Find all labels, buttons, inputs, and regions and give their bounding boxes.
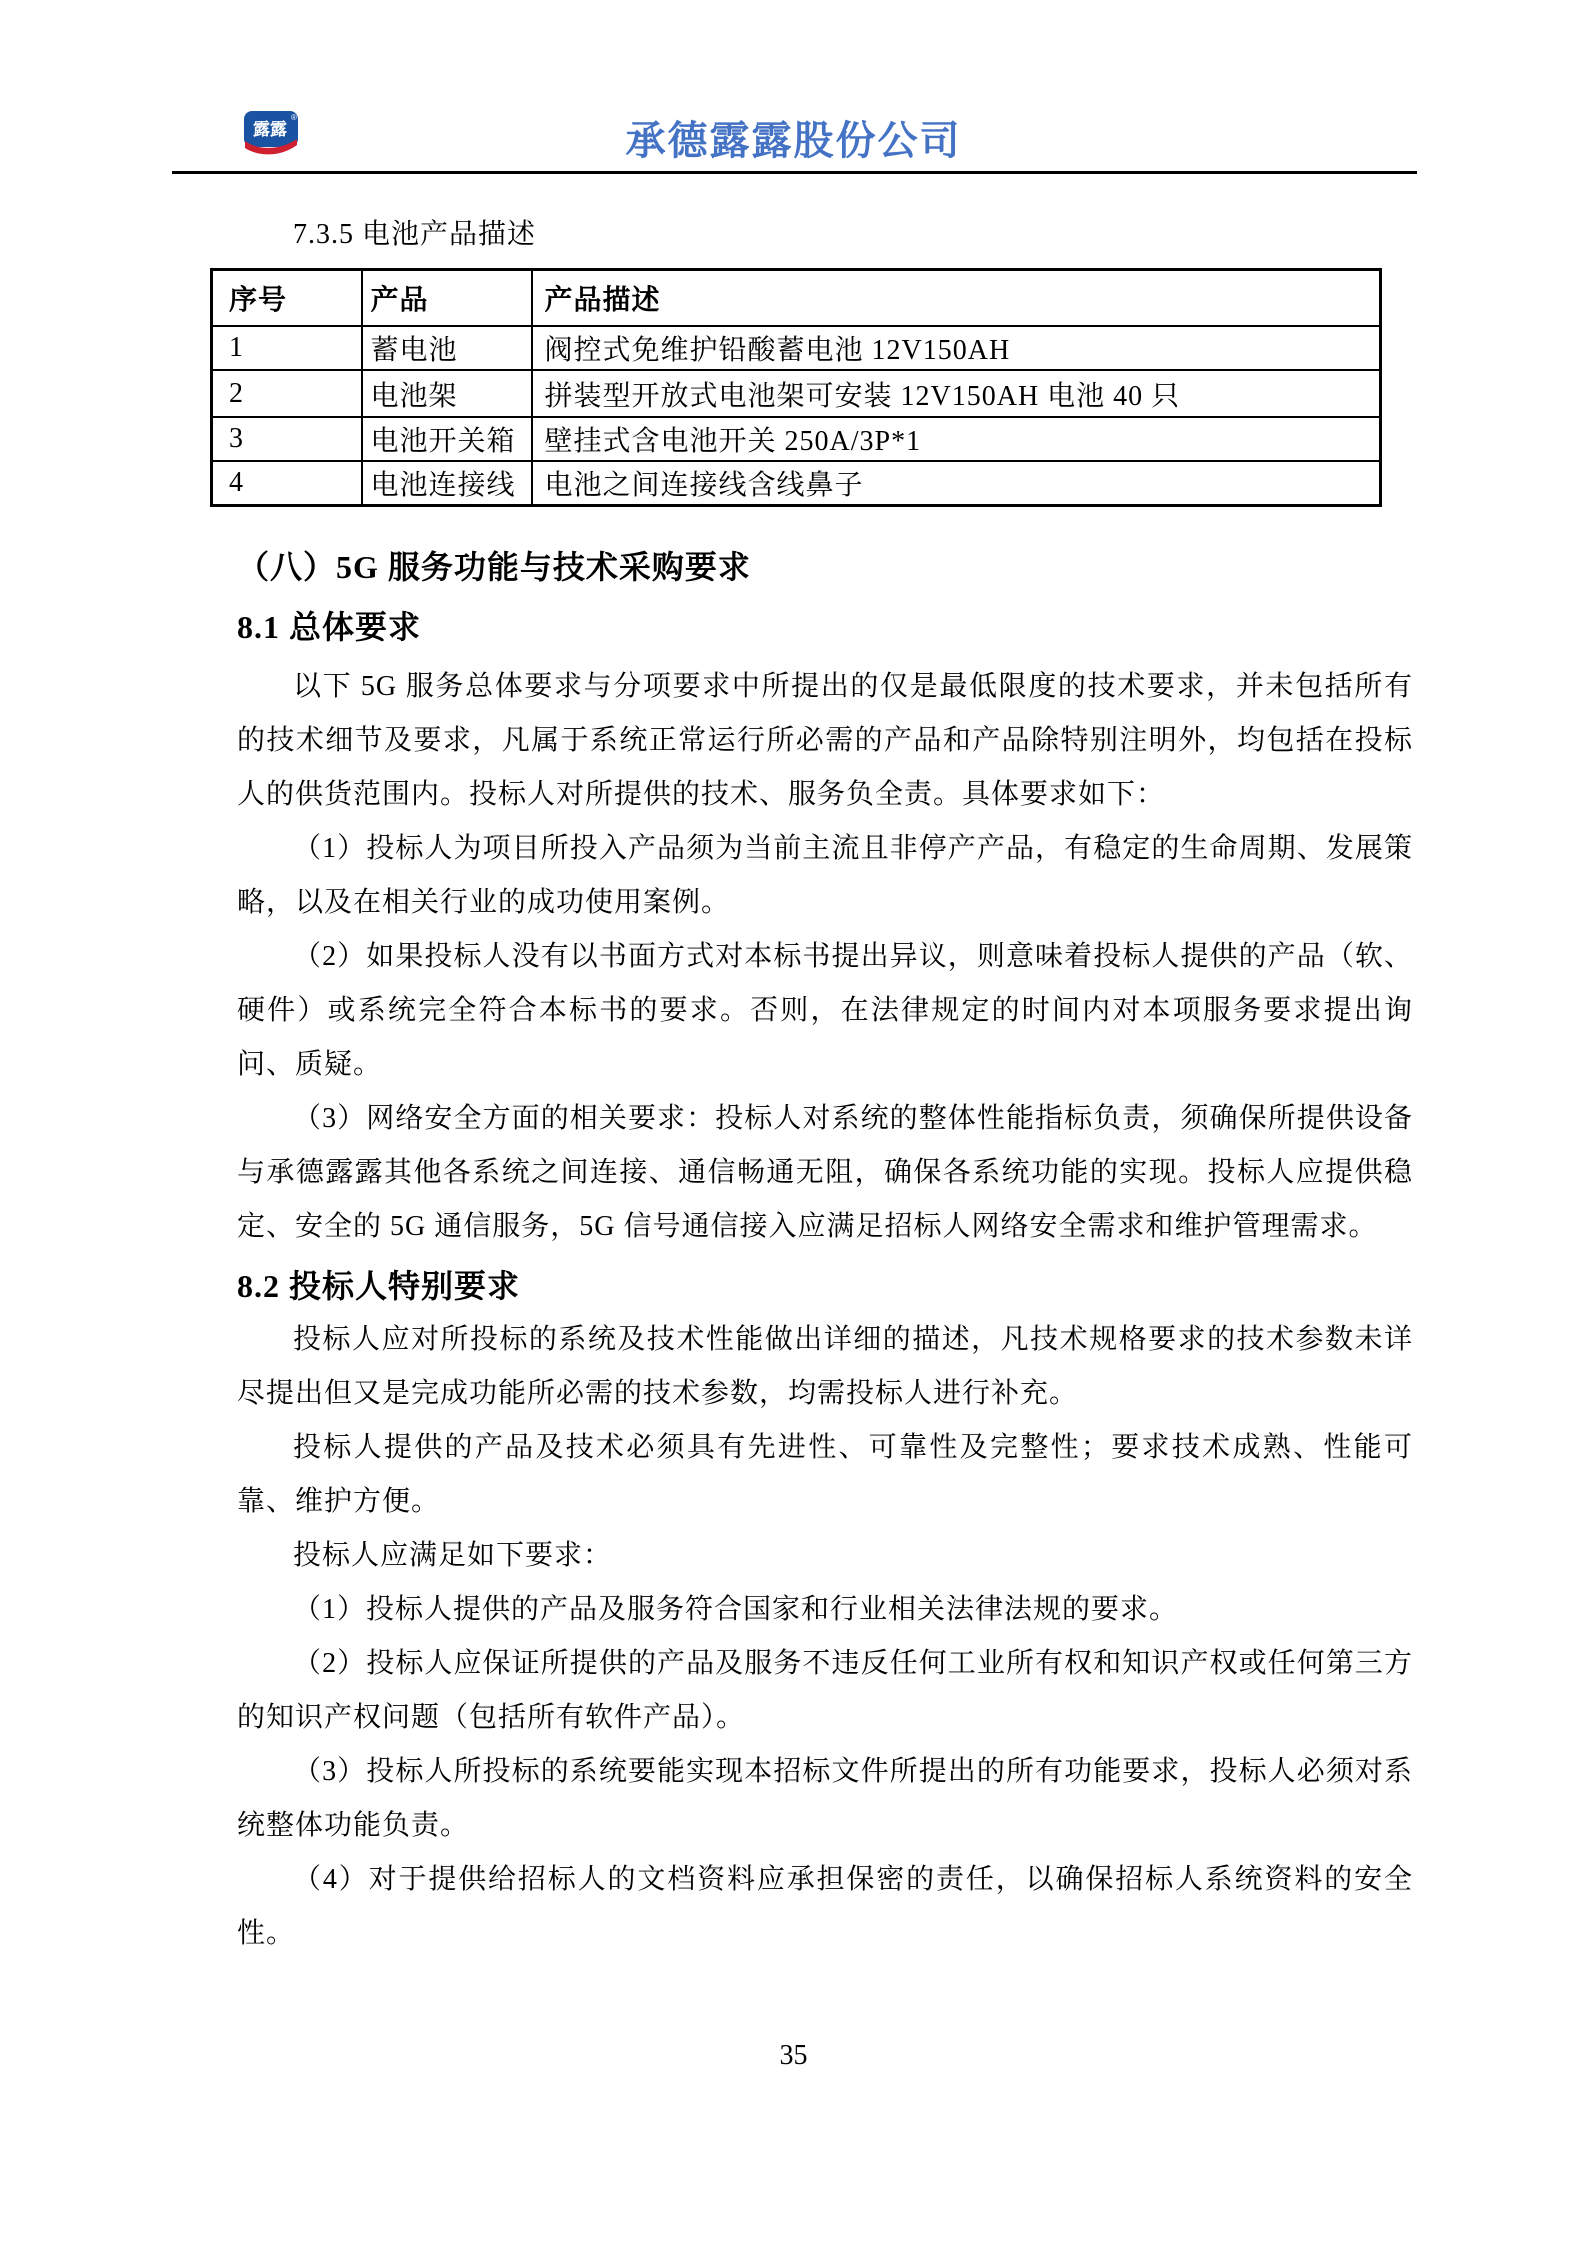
- logo-text: 露露: [253, 120, 287, 139]
- table-header-row: [212, 270, 1381, 327]
- table-header-cell: 产品: [362, 270, 532, 327]
- paragraph: （2）如果投标人没有以书面方式对本标书提出异议，则意味着投标人提供的产品（软、硬件）或系统完全符合本标书的要求。否则，在法律规定的时间内对本项服务要求提出询问、质疑。: [237, 941, 1413, 1080]
- paragraph: （3）投标人所投标的系统要能实现本招标文件所提出的所有功能要求，投标人必须对系统整体功能负责。: [237, 1756, 1413, 1841]
- table-cell: 拼装型开放式电池架可安装 12V150AH 电池 40 只: [532, 370, 1381, 417]
- table-cell: 电池连接线: [362, 461, 532, 506]
- table-header-cell: 产品描述: [532, 270, 1381, 327]
- table-cell: 2: [212, 370, 362, 417]
- header-divider: [172, 171, 1417, 174]
- paragraph: （1）投标人提供的产品及服务符合国家和行业相关法律法规的要求。: [293, 1594, 1179, 1625]
- table-cell: 3: [212, 417, 362, 461]
- table-row: [212, 461, 1381, 506]
- paragraph: 以下 5G 服务总体要求与分项要求中所提出的仅是最低限度的技术要求，并未包括所有的技术细节及要求，凡属于系统正常运行所必需的产品和产品除特别注明外，均包括在投标人的供货范围内。投标人对所提供的技术、服务负全责。具体要求如下：: [237, 671, 1413, 810]
- table-header-cell: 序号: [212, 270, 362, 327]
- logo-registered-mark: ®: [291, 113, 297, 122]
- section-8-1-heading: 8.1 总体要求: [237, 609, 422, 645]
- paragraph: （4）对于提供给招标人的文档资料应承担保密的责任，以确保招标人系统资料的安全性。: [237, 1864, 1413, 1949]
- paragraph: （2）投标人应保证所提供的产品及服务不违反任何工业所有权和知识产权或任何第三方的知识产权问题（包括所有软件产品）。: [237, 1648, 1413, 1733]
- paragraph: 投标人应满足如下要求：: [293, 1540, 613, 1571]
- page-footer: [0, 2038, 1587, 2074]
- table-cell: 壁挂式含电池开关 250A/3P*1: [532, 417, 1381, 461]
- document-body: [229, 205, 1413, 1961]
- table-cell: 4: [212, 461, 362, 506]
- paragraph: 投标人应对所投标的系统及技术性能做出详细的描述，凡技术规格要求的技术参数未详尽提出但又是完成功能所必需的技术参数，均需投标人进行补充。: [237, 1324, 1413, 1409]
- table-cell: 1: [212, 326, 362, 370]
- page-number: 35: [779, 2040, 808, 2071]
- paragraph: （3）网络安全方面的相关要求：投标人对系统的整体性能指标负责，须确保所提供设备与承德露露其他各系统之间连接、通信畅通无阻，确保各系统功能的实现。投标人应提供稳定、安全的 5G 通信服务，5G 信号通信接入应满足招标人网络安全需求和维护管理需求。: [237, 1103, 1413, 1242]
- table-cell: 阀控式免维护铅酸蓄电池 12V150AH: [532, 326, 1381, 370]
- paragraph: （1）投标人为项目所投入产品须为当前主流且非停产产品，有稳定的生命周期、发展策略，以及在相关行业的成功使用案例。: [237, 833, 1413, 918]
- company-title: 承德露露股份公司: [625, 119, 962, 163]
- table-cell: 蓄电池: [362, 326, 532, 370]
- section-8-1-body: [237, 660, 1413, 1254]
- table-row: [212, 417, 1381, 461]
- section-8-2-heading: 8.2 投标人特别要求: [237, 1268, 521, 1304]
- table-row: [212, 326, 1381, 370]
- section-735-heading: 7.3.5 电池产品描述: [293, 219, 537, 250]
- table-cell: 电池开关箱: [362, 417, 532, 461]
- section-8-heading: （八）5G 服务功能与技术采购要求: [237, 549, 751, 585]
- table-row: [212, 370, 1381, 417]
- section-8-2-body: [237, 1313, 1413, 1961]
- table-cell: 电池之间连接线含线鼻子: [532, 461, 1381, 506]
- table-cell: 电池架: [362, 370, 532, 417]
- battery-product-table: [210, 268, 1382, 507]
- paragraph: 投标人提供的产品及技术必须具有先进性、可靠性及完整性；要求技术成熟、性能可靠、维护方便。: [237, 1432, 1413, 1517]
